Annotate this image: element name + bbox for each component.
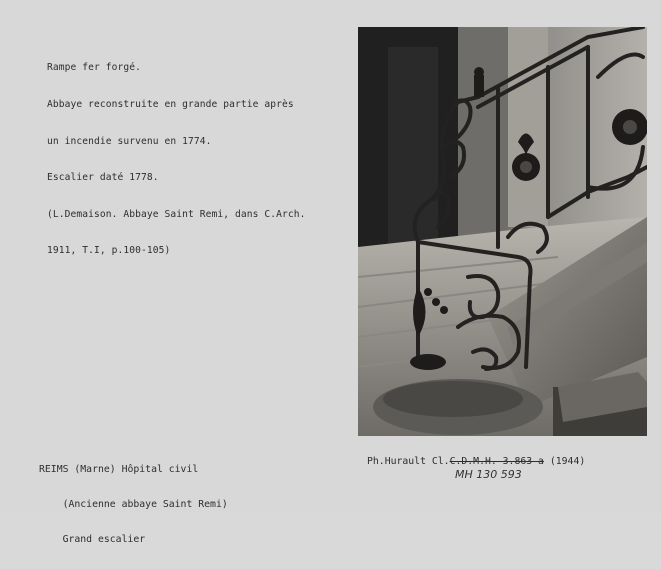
note-line: Rampe fer forgé. bbox=[47, 62, 142, 74]
credit-caption bbox=[367, 456, 585, 468]
caption-line: (Ancienne abbaye Saint Remi) bbox=[39, 498, 228, 510]
photographer-credit: Ph.Hurault Cl. bbox=[367, 456, 450, 467]
note-line: (L.Demaison. Abbaye Saint Remi, dans C.Arch. bbox=[47, 208, 306, 220]
description-notes bbox=[47, 38, 347, 282]
note-line: 1911, T.I, p.100-105) bbox=[47, 245, 171, 257]
note-line: un incendie survenu en 1774. bbox=[47, 135, 212, 147]
credit-year: (1944) bbox=[549, 456, 586, 467]
note-line: Escalier daté 1778. bbox=[47, 172, 159, 184]
caption-line: REIMS (Marne) Hôpital civil bbox=[39, 464, 199, 476]
struck-reference: C.D.M.H. 3.863 a bbox=[449, 456, 544, 467]
staircase-photo bbox=[358, 27, 647, 436]
note-line: Abbaye reconstruite en grande partie après bbox=[47, 99, 294, 111]
railing-illustration bbox=[358, 27, 647, 436]
caption-line: Grand escalier bbox=[39, 533, 146, 545]
handwritten-reference: MH 130 593 bbox=[455, 468, 522, 481]
location-caption bbox=[39, 441, 228, 569]
